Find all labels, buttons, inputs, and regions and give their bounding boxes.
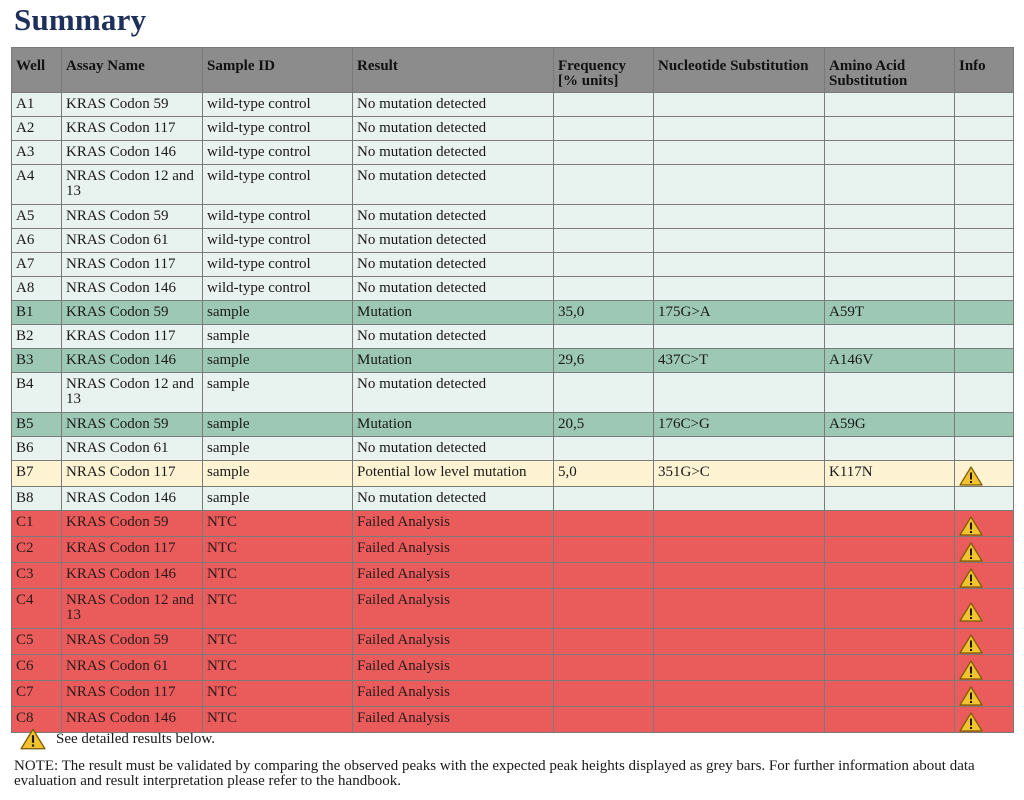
warning-icon <box>959 660 983 680</box>
cell-info <box>955 325 1014 349</box>
cell-info <box>955 589 1014 629</box>
cell-info <box>955 165 1014 205</box>
cell-result: No mutation detected <box>353 325 554 349</box>
cell-sample-id: sample <box>203 325 353 349</box>
cell-amino-acid-substitution <box>825 589 955 629</box>
cell-nucleotide-substitution: 351G>C <box>654 461 825 487</box>
cell-result: No mutation detected <box>353 373 554 413</box>
cell-nucleotide-substitution <box>654 165 825 205</box>
cell-nucleotide-substitution: 175G>A <box>654 301 825 325</box>
cell-info <box>955 511 1014 537</box>
cell-frequency <box>554 655 654 681</box>
cell-info <box>955 681 1014 707</box>
table-row <box>12 563 1014 589</box>
cell-info <box>955 461 1014 487</box>
cell-well: B6 <box>12 437 62 461</box>
cell-frequency <box>554 681 654 707</box>
cell-well: C2 <box>12 537 62 563</box>
cell-nucleotide-substitution <box>654 655 825 681</box>
cell-nucleotide-substitution <box>654 437 825 461</box>
table-row <box>12 117 1014 141</box>
cell-info <box>955 537 1014 563</box>
cell-frequency <box>554 487 654 511</box>
cell-assay-name: KRAS Codon 146 <box>62 563 203 589</box>
cell-assay-name: NRAS Codon 146 <box>62 277 203 301</box>
cell-result: Failed Analysis <box>353 655 554 681</box>
cell-nucleotide-substitution <box>654 537 825 563</box>
warning-icon <box>959 466 983 486</box>
cell-result: No mutation detected <box>353 487 554 511</box>
cell-amino-acid-substitution <box>825 229 955 253</box>
table-row <box>12 681 1014 707</box>
cell-well: A4 <box>12 165 62 205</box>
warning-icon <box>959 542 983 562</box>
cell-result: Failed Analysis <box>353 629 554 655</box>
cell-result: No mutation detected <box>353 277 554 301</box>
cell-nucleotide-substitution <box>654 325 825 349</box>
table-row <box>12 373 1014 413</box>
warning-icon <box>959 712 983 732</box>
cell-nucleotide-substitution: 437C>T <box>654 349 825 373</box>
table-row <box>12 487 1014 511</box>
cell-result: Failed Analysis <box>353 511 554 537</box>
column-header-sample-id: Sample ID <box>203 48 353 93</box>
cell-well: C4 <box>12 589 62 629</box>
warning-icon <box>959 568 983 588</box>
column-header-well: Well <box>12 48 62 93</box>
cell-assay-name: NRAS Codon 146 <box>62 707 203 733</box>
cell-assay-name: NRAS Codon 59 <box>62 629 203 655</box>
cell-amino-acid-substitution <box>825 93 955 117</box>
cell-frequency <box>554 165 654 205</box>
cell-assay-name: KRAS Codon 59 <box>62 93 203 117</box>
cell-sample-id: wild-type control <box>203 93 353 117</box>
cell-amino-acid-substitution <box>825 277 955 301</box>
cell-info <box>955 707 1014 733</box>
cell-frequency <box>554 437 654 461</box>
cell-info <box>955 629 1014 655</box>
cell-frequency <box>554 117 654 141</box>
cell-well: C6 <box>12 655 62 681</box>
warning-icon <box>959 516 983 536</box>
cell-frequency <box>554 277 654 301</box>
cell-nucleotide-substitution <box>654 681 825 707</box>
summary-table <box>11 47 1014 733</box>
cell-frequency <box>554 205 654 229</box>
cell-well: B4 <box>12 373 62 413</box>
table-row <box>12 437 1014 461</box>
cell-amino-acid-substitution <box>825 487 955 511</box>
cell-info <box>955 117 1014 141</box>
cell-sample-id: NTC <box>203 537 353 563</box>
cell-amino-acid-substitution: A59T <box>825 301 955 325</box>
cell-info <box>955 437 1014 461</box>
cell-frequency <box>554 707 654 733</box>
table-row <box>12 349 1014 373</box>
cell-nucleotide-substitution: 176C>G <box>654 413 825 437</box>
table-row <box>12 413 1014 437</box>
cell-nucleotide-substitution <box>654 117 825 141</box>
cell-assay-name: NRAS Codon 59 <box>62 205 203 229</box>
table-row <box>12 253 1014 277</box>
cell-well: B1 <box>12 301 62 325</box>
cell-sample-id: sample <box>203 413 353 437</box>
cell-frequency: 20,5 <box>554 413 654 437</box>
cell-amino-acid-substitution <box>825 165 955 205</box>
cell-info <box>955 277 1014 301</box>
cell-well: C7 <box>12 681 62 707</box>
cell-info <box>955 301 1014 325</box>
column-header-info: Info <box>955 48 1014 93</box>
cell-assay-name: NRAS Codon 117 <box>62 681 203 707</box>
cell-info <box>955 205 1014 229</box>
table-row <box>12 141 1014 165</box>
cell-info <box>955 349 1014 373</box>
cell-well: A7 <box>12 253 62 277</box>
cell-sample-id: wild-type control <box>203 229 353 253</box>
cell-nucleotide-substitution <box>654 511 825 537</box>
cell-well: A5 <box>12 205 62 229</box>
cell-info <box>955 93 1014 117</box>
cell-well: B8 <box>12 487 62 511</box>
cell-frequency <box>554 373 654 413</box>
cell-sample-id: sample <box>203 461 353 487</box>
cell-frequency <box>554 325 654 349</box>
cell-nucleotide-substitution <box>654 563 825 589</box>
cell-well: A3 <box>12 141 62 165</box>
cell-sample-id: NTC <box>203 707 353 733</box>
cell-well: B2 <box>12 325 62 349</box>
cell-frequency <box>554 93 654 117</box>
cell-result: Mutation <box>353 349 554 373</box>
cell-well: A1 <box>12 93 62 117</box>
cell-result: Failed Analysis <box>353 707 554 733</box>
table-row <box>12 325 1014 349</box>
cell-info <box>955 655 1014 681</box>
validation-note: NOTE: The result must be validated by comparing the observed peaks with the expected peak heights displayed as grey bars. For further information about data evaluation and result interpretation please refer to the handbook. <box>14 758 975 789</box>
cell-sample-id: sample <box>203 487 353 511</box>
cell-amino-acid-substitution <box>825 141 955 165</box>
cell-sample-id: wild-type control <box>203 117 353 141</box>
cell-result: Failed Analysis <box>353 589 554 629</box>
cell-well: A2 <box>12 117 62 141</box>
column-header-amino-acid-substitution: Amino Acid Substitution <box>825 48 955 93</box>
cell-assay-name: KRAS Codon 59 <box>62 301 203 325</box>
cell-sample-id: NTC <box>203 589 353 629</box>
cell-nucleotide-substitution <box>654 141 825 165</box>
cell-sample-id: NTC <box>203 655 353 681</box>
cell-nucleotide-substitution <box>654 205 825 229</box>
table-row <box>12 589 1014 629</box>
cell-nucleotide-substitution <box>654 253 825 277</box>
cell-well: B5 <box>12 413 62 437</box>
cell-nucleotide-substitution <box>654 93 825 117</box>
cell-amino-acid-substitution <box>825 437 955 461</box>
cell-nucleotide-substitution <box>654 373 825 413</box>
column-header-frequency: Frequency [% units] <box>554 48 654 93</box>
cell-assay-name: KRAS Codon 117 <box>62 117 203 141</box>
cell-well: B7 <box>12 461 62 487</box>
cell-result: No mutation detected <box>353 141 554 165</box>
cell-frequency <box>554 141 654 165</box>
cell-frequency <box>554 589 654 629</box>
cell-amino-acid-substitution <box>825 707 955 733</box>
cell-result: No mutation detected <box>353 205 554 229</box>
cell-sample-id: sample <box>203 349 353 373</box>
table-row <box>12 629 1014 655</box>
warning-icon <box>959 634 983 654</box>
table-body <box>12 93 1014 733</box>
cell-nucleotide-substitution <box>654 707 825 733</box>
cell-frequency <box>554 229 654 253</box>
cell-assay-name: NRAS Codon 146 <box>62 487 203 511</box>
cell-frequency: 5,0 <box>554 461 654 487</box>
cell-amino-acid-substitution <box>825 563 955 589</box>
cell-well: C1 <box>12 511 62 537</box>
cell-frequency: 29,6 <box>554 349 654 373</box>
table-row <box>12 165 1014 205</box>
cell-sample-id: wild-type control <box>203 253 353 277</box>
cell-sample-id: NTC <box>203 511 353 537</box>
cell-well: B3 <box>12 349 62 373</box>
cell-assay-name: KRAS Codon 59 <box>62 511 203 537</box>
cell-nucleotide-substitution <box>654 589 825 629</box>
page-title: Summary <box>14 2 147 37</box>
cell-assay-name: NRAS Codon 12 and 13 <box>62 165 203 205</box>
cell-assay-name: NRAS Codon 61 <box>62 229 203 253</box>
table-row <box>12 277 1014 301</box>
cell-assay-name: NRAS Codon 12 and 13 <box>62 589 203 629</box>
cell-assay-name: KRAS Codon 117 <box>62 537 203 563</box>
cell-amino-acid-substitution <box>825 325 955 349</box>
cell-well: C3 <box>12 563 62 589</box>
cell-info <box>955 487 1014 511</box>
cell-frequency <box>554 537 654 563</box>
table-row <box>12 93 1014 117</box>
cell-amino-acid-substitution <box>825 205 955 229</box>
cell-result: No mutation detected <box>353 93 554 117</box>
cell-sample-id: wild-type control <box>203 205 353 229</box>
cell-info <box>955 229 1014 253</box>
table-header <box>12 48 1014 93</box>
cell-assay-name: KRAS Codon 117 <box>62 325 203 349</box>
cell-assay-name: NRAS Codon 12 and 13 <box>62 373 203 413</box>
cell-result: No mutation detected <box>353 253 554 277</box>
warning-icon <box>20 728 46 750</box>
cell-info <box>955 253 1014 277</box>
table-row <box>12 301 1014 325</box>
table-row <box>12 461 1014 487</box>
cell-result: No mutation detected <box>353 437 554 461</box>
cell-sample-id: sample <box>203 301 353 325</box>
cell-amino-acid-substitution <box>825 117 955 141</box>
cell-assay-name: NRAS Codon 59 <box>62 413 203 437</box>
cell-well: C5 <box>12 629 62 655</box>
cell-info <box>955 413 1014 437</box>
warning-icon <box>959 686 983 706</box>
cell-result: No mutation detected <box>353 117 554 141</box>
cell-amino-acid-substitution <box>825 629 955 655</box>
cell-amino-acid-substitution <box>825 253 955 277</box>
cell-frequency <box>554 253 654 277</box>
cell-assay-name: KRAS Codon 146 <box>62 349 203 373</box>
cell-amino-acid-substitution: A146V <box>825 349 955 373</box>
cell-well: A8 <box>12 277 62 301</box>
cell-sample-id: NTC <box>203 681 353 707</box>
cell-sample-id: NTC <box>203 563 353 589</box>
cell-assay-name: NRAS Codon 117 <box>62 253 203 277</box>
table-row <box>12 229 1014 253</box>
cell-sample-id: wild-type control <box>203 141 353 165</box>
cell-nucleotide-substitution <box>654 277 825 301</box>
cell-assay-name: NRAS Codon 61 <box>62 655 203 681</box>
cell-sample-id: wild-type control <box>203 165 353 205</box>
cell-amino-acid-substitution: A59G <box>825 413 955 437</box>
cell-nucleotide-substitution <box>654 487 825 511</box>
cell-amino-acid-substitution <box>825 373 955 413</box>
cell-result: Potential low level mutation <box>353 461 554 487</box>
cell-info <box>955 373 1014 413</box>
cell-result: No mutation detected <box>353 165 554 205</box>
cell-assay-name: NRAS Codon 61 <box>62 437 203 461</box>
cell-result: Mutation <box>353 301 554 325</box>
cell-amino-acid-substitution: K117N <box>825 461 955 487</box>
table-row <box>12 511 1014 537</box>
table-row <box>12 205 1014 229</box>
column-header-result: Result <box>353 48 554 93</box>
cell-well: A6 <box>12 229 62 253</box>
cell-amino-acid-substitution <box>825 681 955 707</box>
cell-frequency <box>554 629 654 655</box>
column-header-assay-name: Assay Name <box>62 48 203 93</box>
column-header-nucleotide-substitution: Nucleotide Substitution <box>654 48 825 93</box>
cell-sample-id: sample <box>203 437 353 461</box>
cell-sample-id: wild-type control <box>203 277 353 301</box>
cell-frequency <box>554 563 654 589</box>
cell-sample-id: sample <box>203 373 353 413</box>
cell-nucleotide-substitution <box>654 629 825 655</box>
cell-amino-acid-substitution <box>825 655 955 681</box>
cell-sample-id: NTC <box>203 629 353 655</box>
table-row <box>12 537 1014 563</box>
cell-assay-name: KRAS Codon 146 <box>62 141 203 165</box>
legend-text: See detailed results below. <box>56 730 215 747</box>
cell-result: Mutation <box>353 413 554 437</box>
cell-well: C8 <box>12 707 62 733</box>
cell-nucleotide-substitution <box>654 229 825 253</box>
cell-frequency <box>554 511 654 537</box>
cell-amino-acid-substitution <box>825 511 955 537</box>
legend <box>20 728 215 750</box>
table-row <box>12 655 1014 681</box>
cell-info <box>955 563 1014 589</box>
cell-assay-name: NRAS Codon 117 <box>62 461 203 487</box>
cell-frequency: 35,0 <box>554 301 654 325</box>
cell-result: Failed Analysis <box>353 563 554 589</box>
warning-icon <box>959 602 983 622</box>
cell-result: No mutation detected <box>353 229 554 253</box>
cell-info <box>955 141 1014 165</box>
cell-result: Failed Analysis <box>353 537 554 563</box>
cell-result: Failed Analysis <box>353 681 554 707</box>
cell-amino-acid-substitution <box>825 537 955 563</box>
header-row <box>12 48 1014 93</box>
